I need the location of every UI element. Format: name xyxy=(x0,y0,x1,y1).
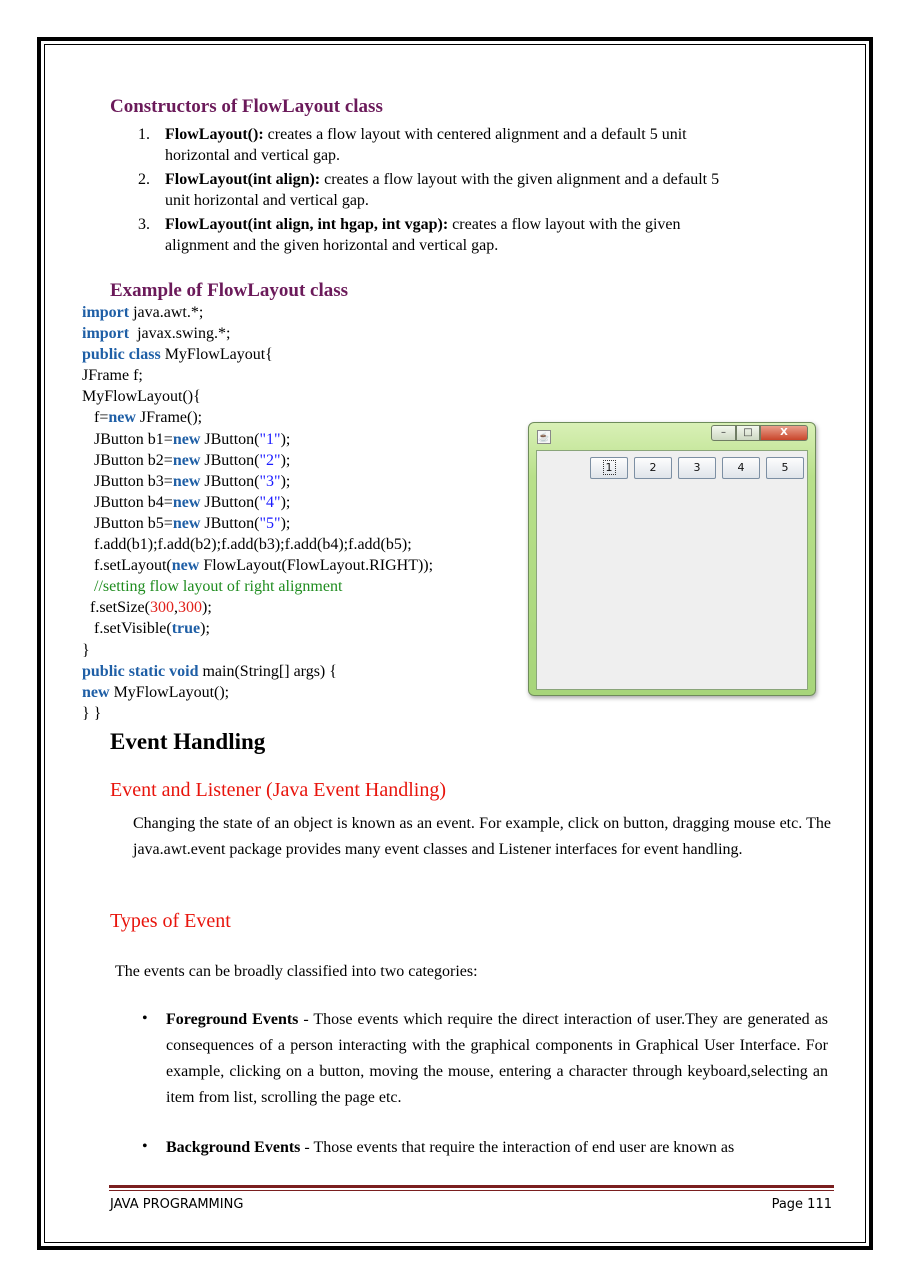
flowlayout-window-screenshot xyxy=(528,422,816,696)
minimize-icon[interactable]: – xyxy=(711,425,736,441)
list-text xyxy=(165,214,815,256)
code-string: "3" xyxy=(259,472,281,490)
code-string: "4" xyxy=(259,493,281,511)
code-text: ); xyxy=(201,599,212,617)
code-text: JFrame(); xyxy=(135,409,203,427)
constructor-desc: creates a flow layout with centered alignment and a default 5 unit xyxy=(263,126,687,143)
code-text: JButton b5= xyxy=(82,514,173,532)
constructor-desc-cont: unit horizontal and vertical gap. xyxy=(165,192,369,209)
bullet-icon: • xyxy=(142,1010,148,1027)
footer-rule xyxy=(109,1185,834,1188)
button-label: 3 xyxy=(693,461,701,474)
background-events-term: Background Events xyxy=(166,1139,301,1156)
constructors-heading: Constructors of FlowLayout class xyxy=(110,96,383,117)
code-text: JButton( xyxy=(200,451,260,469)
button-label: 2 xyxy=(649,461,657,474)
flow-button-2[interactable] xyxy=(634,457,672,479)
constructor-desc: creates a flow layout with the given alignment and a default 5 xyxy=(320,171,720,188)
code-text: JButton b4= xyxy=(82,493,173,511)
background-events-item xyxy=(166,1135,828,1161)
constructor-item-2 xyxy=(138,169,818,213)
footer-page-number: Page 111 xyxy=(771,1197,832,1212)
foreground-events-item xyxy=(166,1007,828,1111)
foreground-events-term: Foreground Events xyxy=(166,1011,299,1028)
code-string: "5" xyxy=(259,514,281,532)
code-keyword: new xyxy=(171,557,200,575)
foreground-events-desc: - Those events which require the direct interaction of user.They are generated as consequences of a person interacting with the graphical components in Graphical User Interface. For example, clicking on a button, moving the mouse, entering a character through keyboard,selecting an item from list, scrolling the page etc. xyxy=(166,1011,828,1106)
code-text: JButton( xyxy=(200,430,260,448)
event-listener-subheading: Event and Listener (Java Event Handling) xyxy=(110,779,446,801)
code-keyword: new xyxy=(172,430,201,448)
code-keyword: public class xyxy=(82,346,161,364)
code-text: JButton b3= xyxy=(82,472,173,490)
code-keyword: new xyxy=(172,451,201,469)
button-label: 5 xyxy=(781,461,789,474)
types-of-event-heading: Types of Event xyxy=(110,910,231,932)
code-text: ); xyxy=(280,451,291,469)
list-number: 3. xyxy=(138,216,150,233)
code-keyword: true xyxy=(171,620,201,638)
button-label: 1 xyxy=(605,461,613,474)
java-icon: ☕ xyxy=(538,432,550,442)
code-text: } } xyxy=(82,704,102,722)
code-text: MyFlowLayout(); xyxy=(109,683,230,701)
code-text: , xyxy=(173,599,178,617)
code-text: MyFlowLayout(){ xyxy=(82,388,201,406)
code-keyword: new xyxy=(172,514,201,532)
code-text: } xyxy=(82,641,90,659)
code-block xyxy=(82,302,433,724)
code-number: 300 xyxy=(177,599,202,617)
background-events-desc: - Those events that require the interaction of end user are known as xyxy=(300,1139,735,1156)
code-text: f.add(b1);f.add(b2);f.add(b3);f.add(b4);f.add(b5); xyxy=(82,536,412,554)
footer-rule-thin xyxy=(109,1190,834,1191)
code-keyword: new xyxy=(172,472,201,490)
code-string: "2" xyxy=(259,451,281,469)
event-paragraph: Changing the state of an object is known as an event. For example, click on button, dragging mouse etc. The java.awt.event package provides many event classes and Listener interfaces for event handling. xyxy=(133,815,831,858)
code-text: JFrame f; xyxy=(82,367,143,385)
flow-button-3[interactable] xyxy=(678,457,716,479)
footer-title: JAVA PROGRAMMING xyxy=(110,1197,244,1212)
code-text: JButton b1= xyxy=(82,430,173,448)
constructor-desc-cont: horizontal and vertical gap. xyxy=(165,147,341,164)
code-keyword: import xyxy=(82,325,130,343)
code-keyword: new xyxy=(172,493,201,511)
list-number: 1. xyxy=(138,126,150,143)
constructor-item-1 xyxy=(138,124,818,168)
code-text: f.setVisible( xyxy=(82,620,172,638)
maximize-icon[interactable]: □ xyxy=(736,425,760,441)
code-text: JButton( xyxy=(200,493,260,511)
constructor-name: FlowLayout(int align): xyxy=(165,171,321,188)
code-text: ); xyxy=(280,472,291,490)
flow-button-5[interactable] xyxy=(766,457,804,479)
event-handling-heading: Event Handling xyxy=(110,729,266,754)
constructor-item-3 xyxy=(138,214,818,258)
flow-button-1[interactable] xyxy=(590,457,628,479)
bullet-icon: • xyxy=(142,1138,148,1155)
list-text xyxy=(165,124,815,166)
code-text: ); xyxy=(280,514,291,532)
example-heading: Example of FlowLayout class xyxy=(110,280,349,301)
code-text: JButton b2= xyxy=(82,451,173,469)
code-text: f.setLayout( xyxy=(82,557,172,575)
code-text: java.awt.*; xyxy=(129,304,204,321)
code-text: JButton( xyxy=(200,514,260,532)
code-text: f= xyxy=(82,409,109,427)
code-text: MyFlowLayout{ xyxy=(160,346,273,364)
code-keyword: import xyxy=(82,304,130,321)
code-text: f.setSize( xyxy=(82,599,150,617)
window-content-pane xyxy=(536,450,808,690)
code-string: "1" xyxy=(259,430,281,448)
code-text: ); xyxy=(280,493,291,511)
list-number: 2. xyxy=(138,171,150,188)
code-text: JButton( xyxy=(200,472,260,490)
button-label: 4 xyxy=(737,461,745,474)
constructor-name: FlowLayout(): xyxy=(165,126,264,143)
code-number: 300 xyxy=(149,599,174,617)
close-icon[interactable]: X xyxy=(760,425,808,441)
code-text: main(String[] args) { xyxy=(198,662,337,680)
types-intro: The events can be broadly classified into two categories: xyxy=(115,963,478,980)
code-text: ); xyxy=(280,430,291,448)
code-text: javax.swing.*; xyxy=(129,325,231,343)
code-keyword: new xyxy=(82,683,110,701)
constructor-desc: creates a flow layout with the given xyxy=(448,216,681,233)
list-text xyxy=(165,169,815,211)
constructor-desc-cont: alignment and the given horizontal and vertical gap. xyxy=(165,237,499,254)
code-text: ); xyxy=(200,620,210,638)
constructor-name: FlowLayout(int align, int hgap, int vgap): xyxy=(165,216,449,233)
code-comment: //setting flow layout of right alignment xyxy=(82,578,343,596)
code-keyword: public static void xyxy=(82,662,199,680)
code-text: FlowLayout(FlowLayout.RIGHT)); xyxy=(199,557,434,575)
flow-button-4[interactable] xyxy=(722,457,760,479)
code-keyword: new xyxy=(108,409,136,427)
